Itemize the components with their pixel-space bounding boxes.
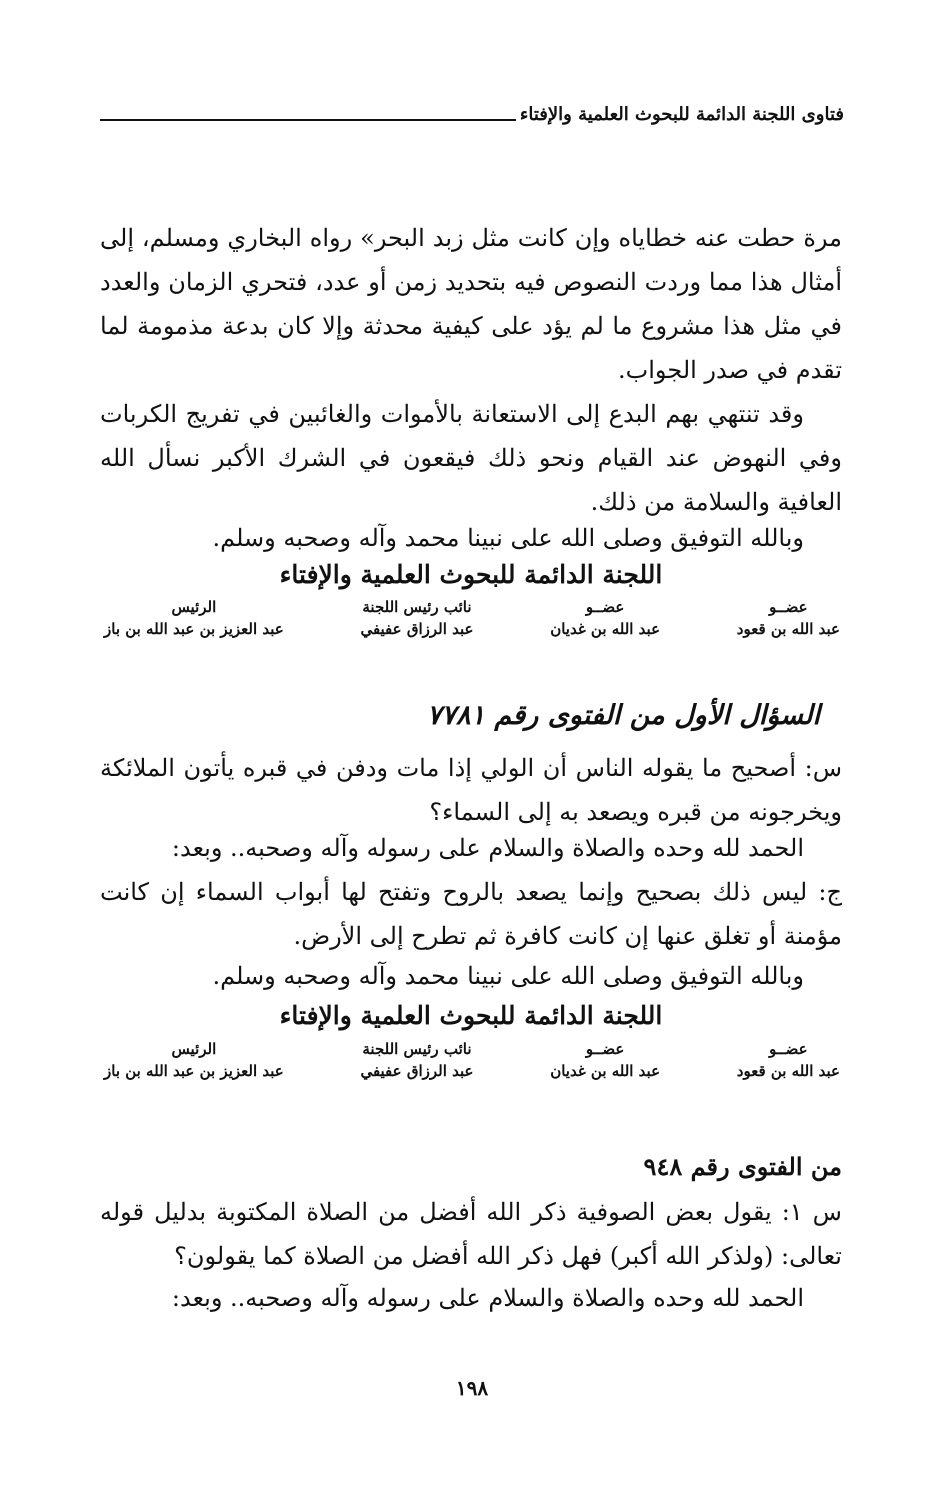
signature-name: عبد العزيز بن عبد الله بن باز: [104, 1062, 284, 1080]
section3-title: من الفتوى رقم ٩٤٨: [643, 1152, 842, 1181]
signature-vice-chairman: [360, 598, 473, 638]
section2-praise: الحمد لله وحده والصلاة والسلام على رسوله وآله وصحبه.. وبعد:: [171, 834, 804, 862]
section2-committee-name: اللجنة الدائمة للبحوث العلمية والإفتاء: [279, 1001, 663, 1030]
signature-name: عبد الله بن قعود: [736, 1062, 840, 1080]
signature-role: الرئيس: [171, 1040, 217, 1058]
section3-question: س ١: يقول بعض الصوفية ذكر الله أفضل من الصلاة المكتوبة بدليل قوله تعالى: (ولذكر الله أكبر) فهل ذكر الله أفضل من الصلاة كما يقولون؟: [100, 1198, 842, 1270]
signature-role: الرئيس: [171, 598, 217, 616]
section2-answer: ج: ليس ذلك بصحيح وإنما يصعد بالروح وتفتح لها أبواب السماء إن كانت مؤمنة أو تغلق عنها إن كانت كافرة ثم تطرح إلى الأرض.: [100, 878, 842, 950]
header-rule: [100, 119, 516, 121]
signature-member-1: [737, 1040, 840, 1080]
section1-committee-name: اللجنة الدائمة للبحوث العلمية والإفتاء: [279, 560, 663, 589]
section1-paragraph-2: وقد تنتهي بهم البدع إلى الاستعانة بالأموات والغائبين في تفريج الكربات وفي النهوض عند القيام ونحو ذلك فيقعون في الشرك الأكبر نسأل الله العافية والسلامة من ذلك.: [100, 400, 842, 516]
signature-name: عبد الله بن غديان: [550, 620, 661, 638]
signature-member-2: [550, 598, 660, 638]
signature-role: نائب رئيس اللجنة: [362, 1040, 472, 1058]
signature-role: عضــو: [585, 1040, 625, 1058]
signature-role: نائب رئيس اللجنة: [362, 598, 472, 616]
signature-name: عبد الرزاق عفيفي: [360, 620, 474, 638]
section2-signature-block: [104, 1040, 840, 1080]
section1-closing: وبالله التوفيق وصلى الله على نبينا محمد وآله وصحبه وسلم.: [212, 524, 804, 552]
section1-signature-block: [104, 598, 840, 638]
section3-praise: الحمد لله وحده والصلاة والسلام على رسوله وآله وصحبه.. وبعد:: [171, 1284, 804, 1312]
running-header-title: فتاوى اللجنة الدائمة للبحوث العلمية والإفتاء: [519, 104, 844, 125]
section2-closing: وبالله التوفيق وصلى الله على نبينا محمد وآله وصحبه وسلم.: [212, 962, 804, 990]
running-header: [100, 104, 844, 125]
signature-role: عضــو: [769, 598, 808, 616]
section2-question: س: أصحيح ما يقوله الناس أن الولي إذا مات ودفن في قبره يأتون الملائكة ويخرجونه من قبره ويصعد به إلى السماء؟: [100, 754, 843, 826]
page-number: ١٩٨: [455, 1376, 489, 1400]
signature-chairman: [104, 1040, 284, 1080]
signature-name: عبد الله بن غديان: [550, 1062, 661, 1080]
section2-title: السؤال الأول من الفتوى رقم ٧٧٨١: [427, 700, 820, 731]
signature-member-2: [550, 1040, 660, 1080]
signature-role: عضــو: [585, 598, 625, 616]
signature-name: عبد الله بن قعود: [736, 620, 840, 638]
signature-vice-chairman: [360, 1040, 473, 1080]
signature-name: عبد العزيز بن عبد الله بن باز: [104, 620, 284, 638]
signature-chairman: [104, 598, 284, 638]
signature-name: عبد الرزاق عفيفي: [360, 1062, 474, 1080]
section1-paragraph-1: مرة حطت عنه خطاياه وإن كانت مثل زبد البحر» رواه البخاري ومسلم، إلى أمثال هذا مما وردت النصوص فيه بتحديد زمن أو عدد، فتحري الزمان والعدد في مثل هذا مشروع ما لم يؤد على كيفية محدثة وإلا كان بدعة مذمومة لما تقدم في صدر الجواب.: [100, 224, 842, 384]
signature-role: عضــو: [769, 1040, 808, 1058]
signature-member-1: [737, 598, 840, 638]
